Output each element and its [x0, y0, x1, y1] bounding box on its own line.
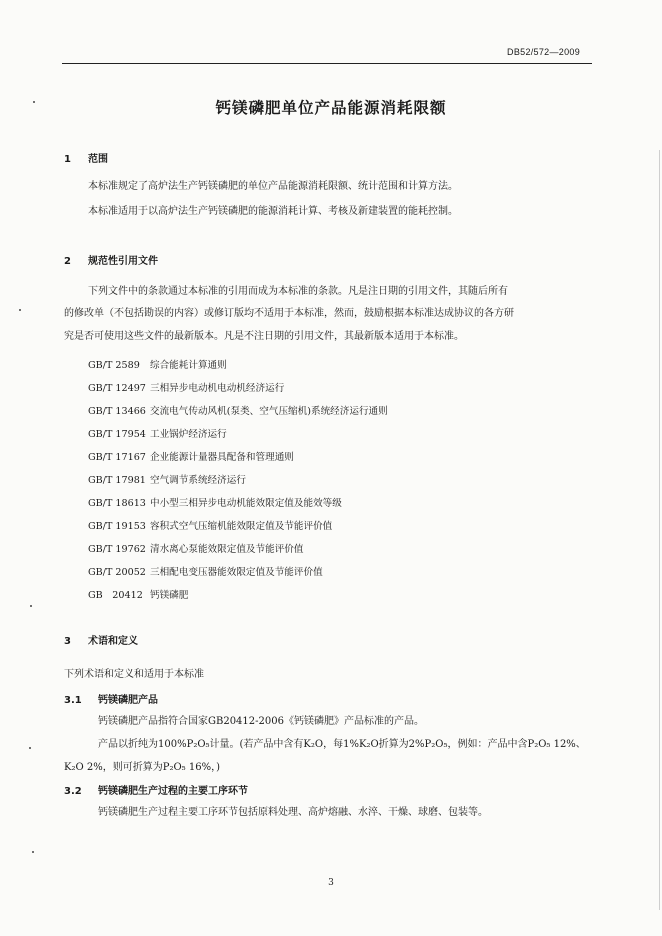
header-rule [62, 63, 592, 64]
section-1-number: 1 [64, 154, 71, 165]
scan-edge-line [659, 150, 660, 910]
reference-item: GB/T 13466 交流电气传动风机(泵类、空气压缩机)系统经济运行通则 [88, 406, 388, 417]
reference-item: GB/T 17954 工业锅炉经济运行 [88, 429, 227, 440]
scan-speck [33, 101, 35, 103]
section-1-title: 范围 [88, 154, 108, 165]
section-1-paragraph-2: 本标准适用于以高炉法生产钙镁磷肥的能源消耗计算、考核及新建装置的能耗控制。 [88, 206, 458, 217]
subsection-3-1-title: 钙镁磷肥产品 [98, 695, 158, 706]
section-2-number: 2 [64, 256, 71, 267]
section-3-intro: 下列术语和定义和适用于本标准 [64, 669, 204, 680]
section-2-intro-line-1: 下列文件中的条款通过本标准的引用而成为本标准的条款。凡是注日期的引用文件，其随后所有 [88, 286, 508, 297]
subsection-3-1-heading [64, 691, 158, 706]
section-3-number: 3 [64, 636, 71, 647]
section-3-title: 术语和定义 [88, 636, 138, 647]
reference-item: GB/T 18613 中小型三相异步电动机能效限定值及能效等级 [88, 498, 342, 509]
section-2-intro-line-2: 的修改单（不包括勘误的内容）或修订版均不适用于本标准，然而，鼓励根据本标准达成协议的各方研 [64, 308, 514, 319]
document-code: DB52/572—2009 [507, 47, 580, 57]
reference-item: GB/T 12497 三相异步电动机电动机经济运行 [88, 383, 285, 394]
subsection-3-2-paragraph-1: 钙镁磷肥生产过程主要工序环节包括原料处理、高炉熔融、水淬、干燥、球磨、包装等。 [98, 807, 488, 818]
section-1-heading [64, 150, 108, 165]
reference-item: GB/T 17981 空气调节系统经济运行 [88, 475, 246, 486]
scan-speck [29, 747, 31, 749]
section-2-intro-line-3: 究是否可使用这些文件的最新版本。凡是不注日期的引用文件，其最新版本适用于本标准。 [64, 331, 464, 342]
subsection-3-1-number: 3.1 [64, 695, 82, 706]
page-number: 3 [328, 878, 334, 888]
reference-item: GB/T 20052 三相配电变压器能效限定值及节能评价值 [88, 567, 323, 578]
section-2-heading [64, 252, 158, 267]
subsection-3-2-heading [64, 782, 248, 797]
subsection-3-1-paragraph-1: 钙镁磷肥产品指符合国家GB20412-2006《钙镁磷肥》产品标准的产品。 [98, 716, 424, 727]
scan-speck [19, 309, 21, 311]
section-2-title: 规范性引用文件 [88, 256, 158, 267]
reference-item: GB/T 19762 清水离心泵能效限定值及节能评价值 [88, 544, 304, 555]
scan-speck [32, 851, 34, 853]
reference-item: GB/T 17167 企业能源计量器具配备和管理通则 [88, 452, 294, 463]
reference-item: GB/T 2589 综合能耗计算通则 [88, 360, 227, 371]
subsection-3-2-title: 钙镁磷肥生产过程的主要工序环节 [98, 786, 248, 797]
subsection-3-2-number: 3.2 [64, 786, 82, 797]
subsection-3-1-paragraph-2-line-2: K₂O 2%，则可折算为P₂O₅ 16%，) [64, 762, 220, 773]
section-3-heading [64, 632, 138, 647]
document-title: 钙镁磷肥单位产品能源消耗限额 [215, 99, 447, 117]
scan-speck [30, 605, 32, 607]
section-1-paragraph-1: 本标准规定了高炉法生产钙镁磷肥的单位产品能源消耗限额、统计范围和计算方法。 [88, 181, 458, 192]
reference-item: GB 20412 钙镁磷肥 [88, 590, 189, 601]
subsection-3-1-paragraph-2-line-1: 产品以折纯为100%P₂O₅计量。(若产品中含有K₂O，每1%K₂O折算为2%P₂O₅，例如：产品中含P₂O₅ 12%、 [98, 739, 586, 750]
reference-item: GB/T 19153 容积式空气压缩机能效限定值及节能评价值 [88, 521, 333, 532]
